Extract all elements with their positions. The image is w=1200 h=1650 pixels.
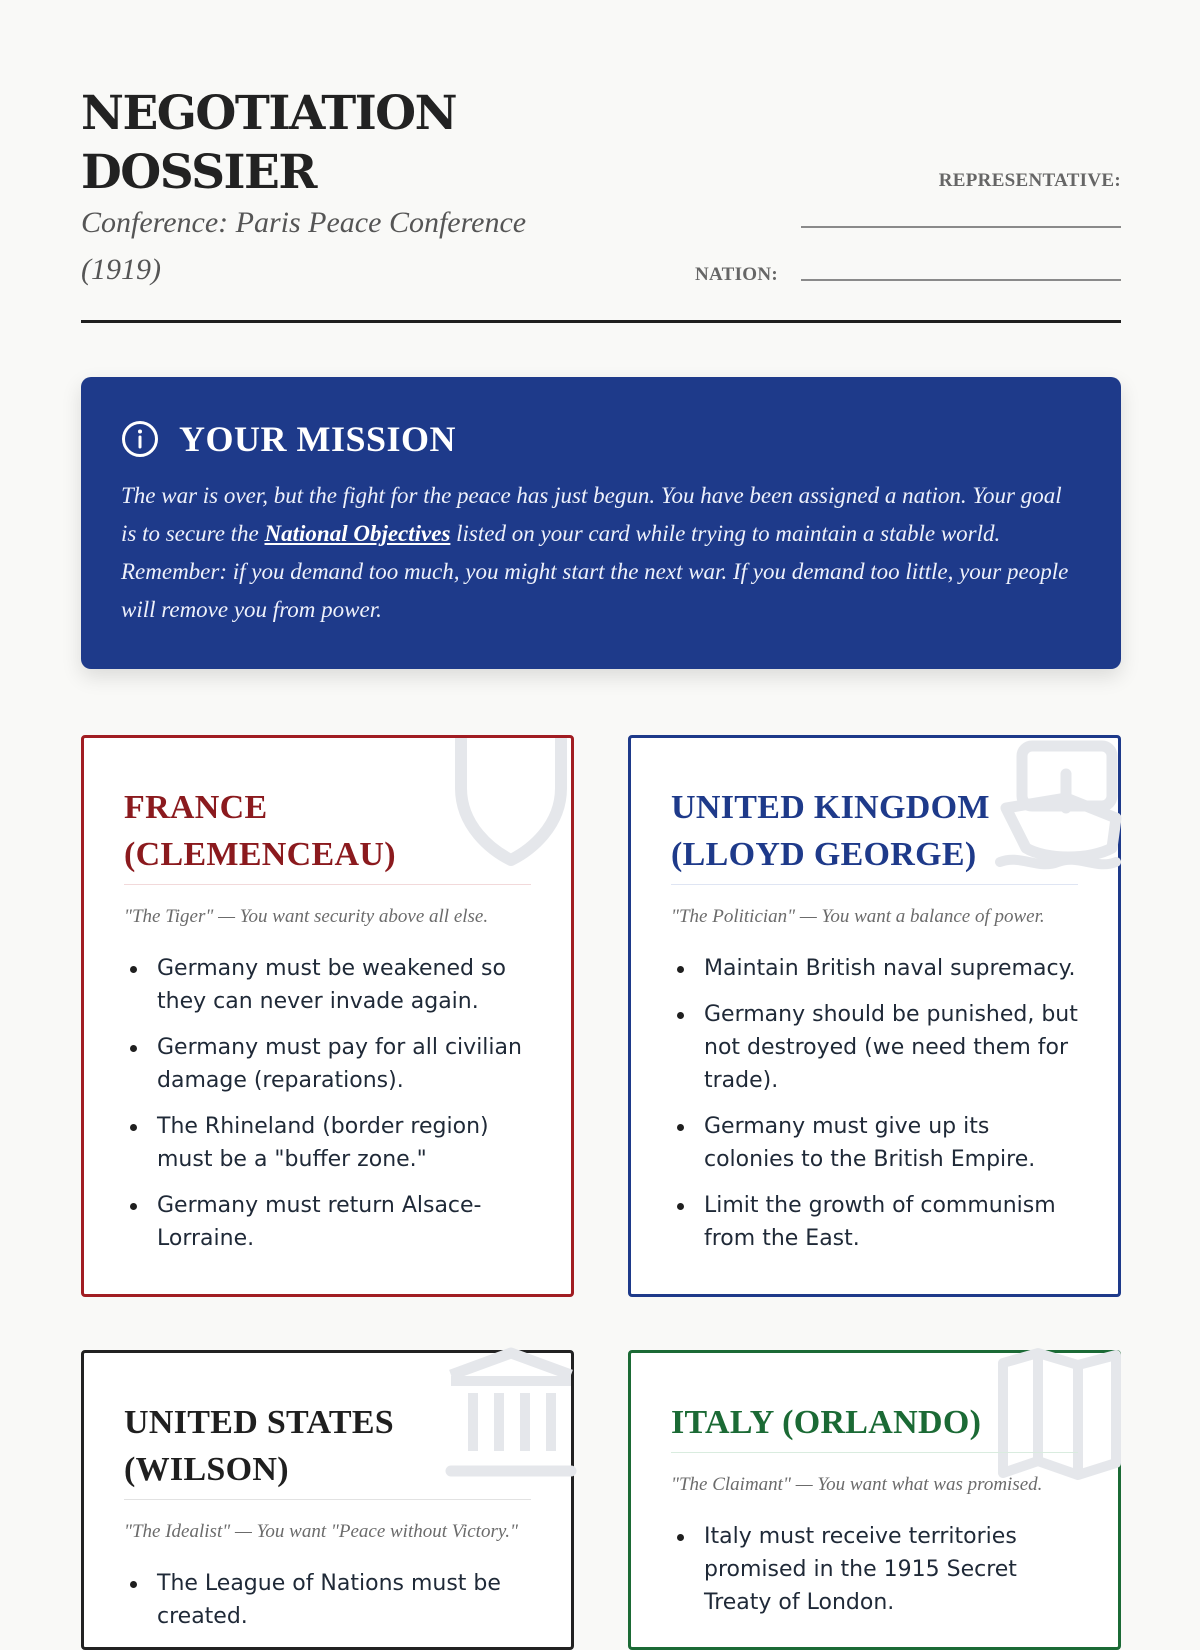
objective-item: Germany must return Alsace-Lorraine.: [124, 1189, 531, 1255]
national-objectives-highlight: National Objectives: [264, 521, 451, 546]
card-title: FRANCE (CLEMENCEAU): [124, 784, 531, 885]
objective-item: The League of Nations must be created.: [124, 1567, 531, 1633]
card-quote: "The Idealist" — You want "Peace without Victory.": [124, 1521, 518, 1542]
card-title: UNITED STATES (WILSON): [124, 1399, 531, 1500]
page-title: [81, 84, 456, 202]
representative-field[interactable]: [801, 226, 1121, 228]
objective-item: Germany must give up its colonies to the British Empire.: [671, 1110, 1078, 1176]
conference-subtitle: Conference: Paris Peace Conference (1919): [81, 206, 527, 286]
nation-card-france: [81, 735, 574, 1297]
mission-text-after: listed on your card while trying to maintain a stable world. Remember: if you demand too much, you might start the next war. If you demand too little, your people will remove you from power.: [121, 521, 1069, 622]
dossier-header: [81, 0, 1121, 323]
nation-label: NATION:: [695, 264, 779, 285]
info-icon: [121, 420, 159, 458]
mission-text: [121, 477, 1081, 629]
card-quote: "The Politician" — You want a balance of power.: [671, 906, 1045, 927]
title-line-1: NEGOTIATION: [81, 86, 457, 141]
mission-text-before: The war is over, but the fight for the peace has just begun. You have been assigned a nation. Your goal is to secure the: [121, 483, 1062, 546]
objective-item: Germany must be weakened so they can never invade again.: [124, 952, 531, 1018]
objectives-list: [124, 1567, 531, 1633]
nation-card-united-states: [81, 1350, 574, 1650]
nation-card-italy: [628, 1350, 1121, 1650]
title-line-2: DOSSIER: [81, 145, 316, 200]
objectives-list: [671, 1520, 1078, 1619]
objectives-list: [671, 952, 1078, 1255]
card-quote: "The Claimant" — You want what was promised.: [671, 1474, 1043, 1495]
mission-box: [81, 377, 1121, 669]
nation-field[interactable]: [801, 279, 1121, 281]
card-quote: "The Tiger" — You want security above all else.: [124, 906, 489, 927]
objective-item: Germany must pay for all civilian damage (reparations).: [124, 1031, 531, 1097]
objective-item: Germany should be punished, but not destroyed (we need them for trade).: [671, 998, 1078, 1097]
objective-item: Limit the growth of communism from the East.: [671, 1189, 1078, 1255]
mission-header: [121, 419, 1081, 459]
objectives-list: [124, 952, 531, 1255]
objective-item: Italy must receive territories promised in the 1915 Secret Treaty of London.: [671, 1520, 1078, 1619]
nation-card-united-kingdom: [628, 735, 1121, 1297]
card-title: UNITED KINGDOM (LLOYD GEORGE): [671, 784, 1078, 885]
objective-item: The Rhineland (border region) must be a "buffer zone.": [124, 1110, 531, 1176]
representative-label: REPRESENTATIVE:: [938, 170, 1121, 191]
mission-title: YOUR MISSION: [179, 419, 457, 459]
objective-item: Maintain British naval supremacy.: [671, 952, 1078, 985]
card-title: ITALY (ORLANDO): [671, 1399, 1078, 1453]
dossier-page: [81, 0, 1121, 1629]
